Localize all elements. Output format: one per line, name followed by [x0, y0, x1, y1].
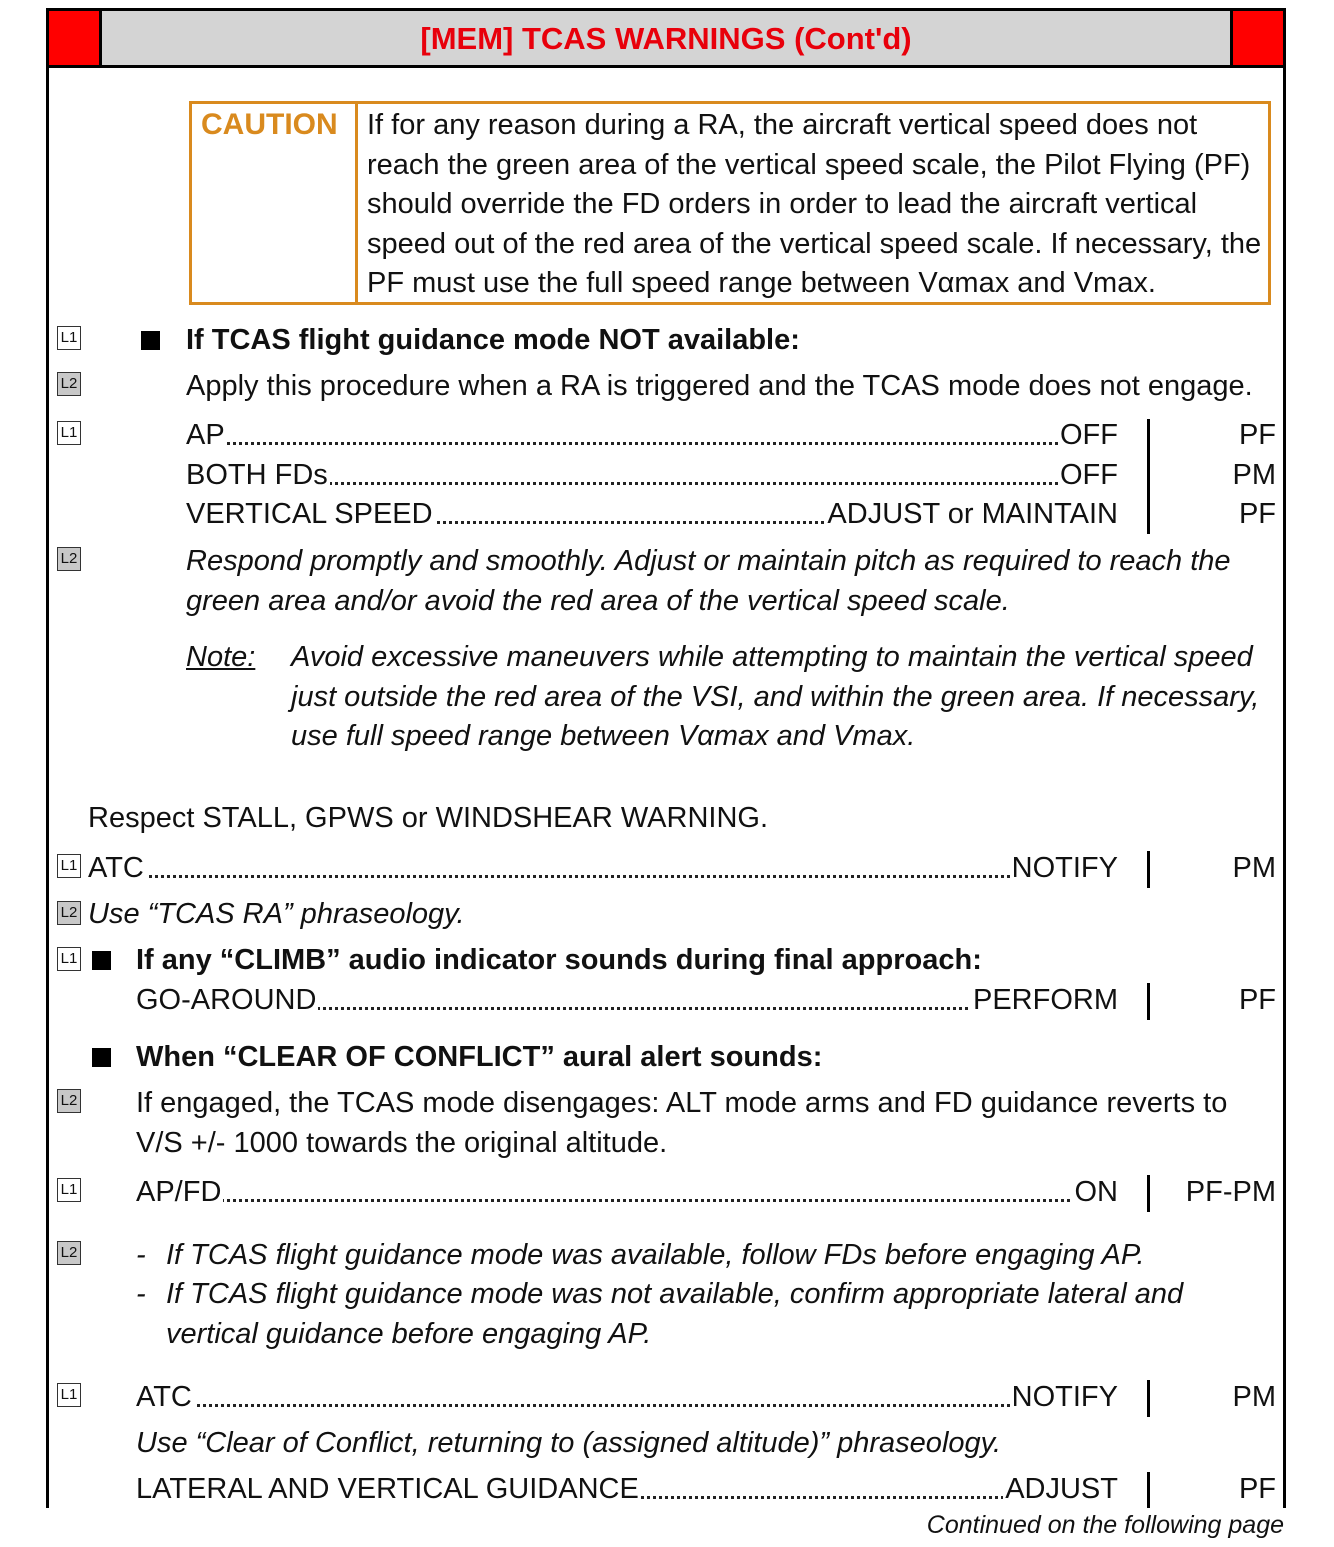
mode-info-text: If engaged, the TCAS mode disengages: ALT mode arms and FD guidance reverts to V/S +/- 1000 towards the original altitude. — [136, 1087, 1228, 1159]
level-l1-badge: L1 — [57, 326, 81, 350]
caution-text: If for any reason during a RA, the aircraft vertical speed does not reach the green area of the vertical speed scale, the Pilot Flying (PF) should override the FD orders in order to lead the aircraft vertical speed out of the red area of the vertical speed scale. If necessary, the PF must use the full speed range between Vαmax and Vmax. — [367, 109, 1262, 299]
bullet-dash: - — [136, 1239, 146, 1271]
level-l2-badge: L2 — [57, 372, 81, 396]
bullet-square-icon — [141, 331, 160, 350]
item-label: ATC — [136, 1381, 192, 1413]
phraseology-text: Use “TCAS RA” phraseology. — [88, 898, 465, 930]
item-label: AP/FD — [136, 1176, 222, 1208]
warning-priority-text: Respect STALL, GPWS or WINDSHEAR WARNING. — [88, 802, 768, 834]
crew-role: PF — [1238, 419, 1276, 451]
level-l2-badge: L2 — [57, 1241, 81, 1265]
crew-role: PF — [1238, 984, 1276, 1016]
crew-role: PM — [1232, 852, 1276, 884]
header-red-marker-left — [49, 11, 102, 65]
bullet-square-icon — [92, 951, 111, 970]
crew-separator — [1147, 851, 1150, 888]
item-action: ON — [1074, 1176, 1118, 1208]
item-label: ATC — [88, 852, 144, 884]
item-label: GO-AROUND — [136, 984, 317, 1016]
caution-label: CAUTION — [192, 104, 358, 302]
section-heading: If TCAS flight guidance mode NOT available: — [186, 324, 800, 356]
checklist-item — [88, 851, 1118, 885]
section-heading: If any “CLIMB” audio indicator sounds during final approach: — [136, 944, 982, 976]
item-action: OFF — [1060, 459, 1118, 491]
item-action: NOTIFY — [1011, 1381, 1118, 1413]
level-l2-badge: L2 — [57, 901, 81, 925]
crew-role: PF — [1238, 1473, 1276, 1505]
page-title: [MEM] TCAS WARNINGS (Cont'd) — [420, 21, 912, 56]
item-label: LATERAL AND VERTICAL GUIDANCE — [136, 1473, 639, 1505]
note-text: Avoid excessive maneuvers while attempting to maintain the vertical speed just outside the red area of the VSI, and within the green area. If necessary, use full speed range between Vαmax and Vmax. — [291, 641, 1260, 752]
list-item: If TCAS flight guidance mode was available, follow FDs before engaging AP. — [166, 1239, 1145, 1271]
checklist-item — [186, 458, 1118, 492]
crew-role: PF-PM — [1185, 1176, 1276, 1208]
crew-role: PM — [1232, 459, 1276, 491]
checklist-item — [186, 497, 1118, 531]
crew-role: PM — [1232, 1381, 1276, 1413]
checklist-item — [136, 1472, 1118, 1506]
checklist-item — [136, 1175, 1118, 1209]
item-action: ADJUST — [1005, 1473, 1118, 1505]
caution-box — [189, 101, 1271, 305]
list-item: If TCAS flight guidance mode was not available, confirm appropriate lateral and vertical guidance before engaging AP. — [166, 1278, 1184, 1350]
crew-separator — [1147, 1472, 1150, 1508]
bullet-dash: - — [136, 1278, 146, 1310]
crew-role: PF — [1238, 498, 1276, 530]
item-action: NOTIFY — [1011, 852, 1118, 884]
procedure-header — [46, 8, 1286, 68]
item-label: AP — [186, 419, 225, 451]
level-l2-badge: L2 — [57, 1089, 81, 1113]
item-action: OFF — [1060, 419, 1118, 451]
checklist-item — [136, 983, 1118, 1017]
section-heading: When “CLEAR OF CONFLICT” aural alert sounds: — [136, 1041, 823, 1073]
level-l1-badge: L1 — [57, 947, 81, 971]
item-label: BOTH FDs — [186, 459, 328, 491]
phraseology-text: Use “Clear of Conflict, returning to (assigned altitude)” phraseology. — [136, 1427, 1002, 1459]
level-l1-badge: L1 — [57, 421, 81, 445]
checklist-item — [186, 418, 1118, 452]
bullet-square-icon — [92, 1048, 111, 1067]
level-l1-badge: L1 — [57, 854, 81, 878]
crew-separator — [1147, 1175, 1150, 1212]
instruction-text: Respond promptly and smoothly. Adjust or maintain pitch as required to reach the green area and/or avoid the red area of the vertical speed scale. — [186, 545, 1231, 617]
crew-separator — [1147, 419, 1150, 534]
item-action: ADJUST or MAINTAIN — [827, 498, 1118, 530]
level-l1-badge: L1 — [57, 1383, 81, 1407]
crew-separator — [1147, 983, 1150, 1020]
procedure-intro: Apply this procedure when a RA is triggered and the TCAS mode does not engage. — [186, 370, 1253, 402]
note-label: Note: — [186, 641, 256, 673]
item-action: PERFORM — [973, 984, 1118, 1016]
level-l1-badge: L1 — [57, 1178, 81, 1202]
item-label: VERTICAL SPEED — [186, 498, 433, 530]
header-red-marker-right — [1230, 11, 1283, 65]
crew-separator — [1147, 1380, 1150, 1417]
checklist-item — [136, 1380, 1118, 1414]
level-l2-badge: L2 — [57, 547, 81, 571]
continued-note: Continued on the following page — [926, 1511, 1284, 1539]
